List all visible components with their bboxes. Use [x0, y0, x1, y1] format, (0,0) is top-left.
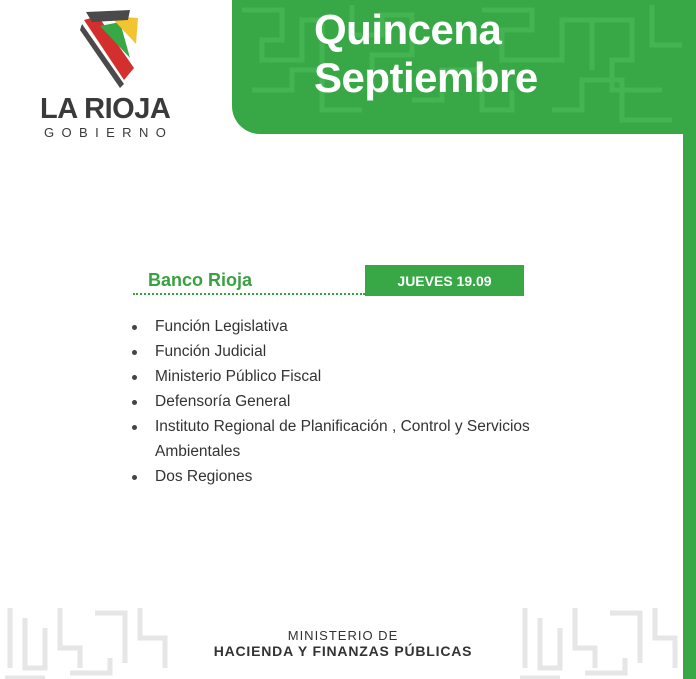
list-item: Dos Regiones	[128, 464, 548, 489]
list-item: Instituto Regional de Planificación , Control y Servicios Ambientales	[128, 414, 548, 464]
footer-line-1: MINISTERIO DE	[287, 628, 399, 643]
la-rioja-emblem-icon	[80, 10, 146, 90]
la-rioja-logo	[40, 8, 200, 138]
title-line-2: Septiembre	[314, 54, 538, 101]
list-item: Función Legislativa	[128, 314, 548, 339]
bank-name: Banco Rioja	[148, 270, 253, 290]
date-badge: JUEVES 19.09	[365, 265, 524, 296]
dotted-divider	[133, 293, 365, 295]
page-title	[314, 6, 538, 102]
footer-line-2: HACIENDA Y FINANZAS PÚBLICAS	[213, 643, 473, 659]
side-accent-bar	[683, 134, 696, 679]
list-item: Ministerio Público Fiscal	[128, 364, 548, 389]
header-banner	[232, 0, 696, 134]
logo-subtitle: GOBIERNO	[44, 125, 174, 140]
title-line-1: Quincena	[314, 6, 502, 53]
list-item: Defensoría General	[128, 389, 548, 414]
footer-ministry	[0, 628, 686, 660]
entity-list	[128, 314, 548, 489]
list-item: Función Judicial	[128, 339, 548, 364]
logo-name: LA RIOJA	[40, 93, 171, 125]
